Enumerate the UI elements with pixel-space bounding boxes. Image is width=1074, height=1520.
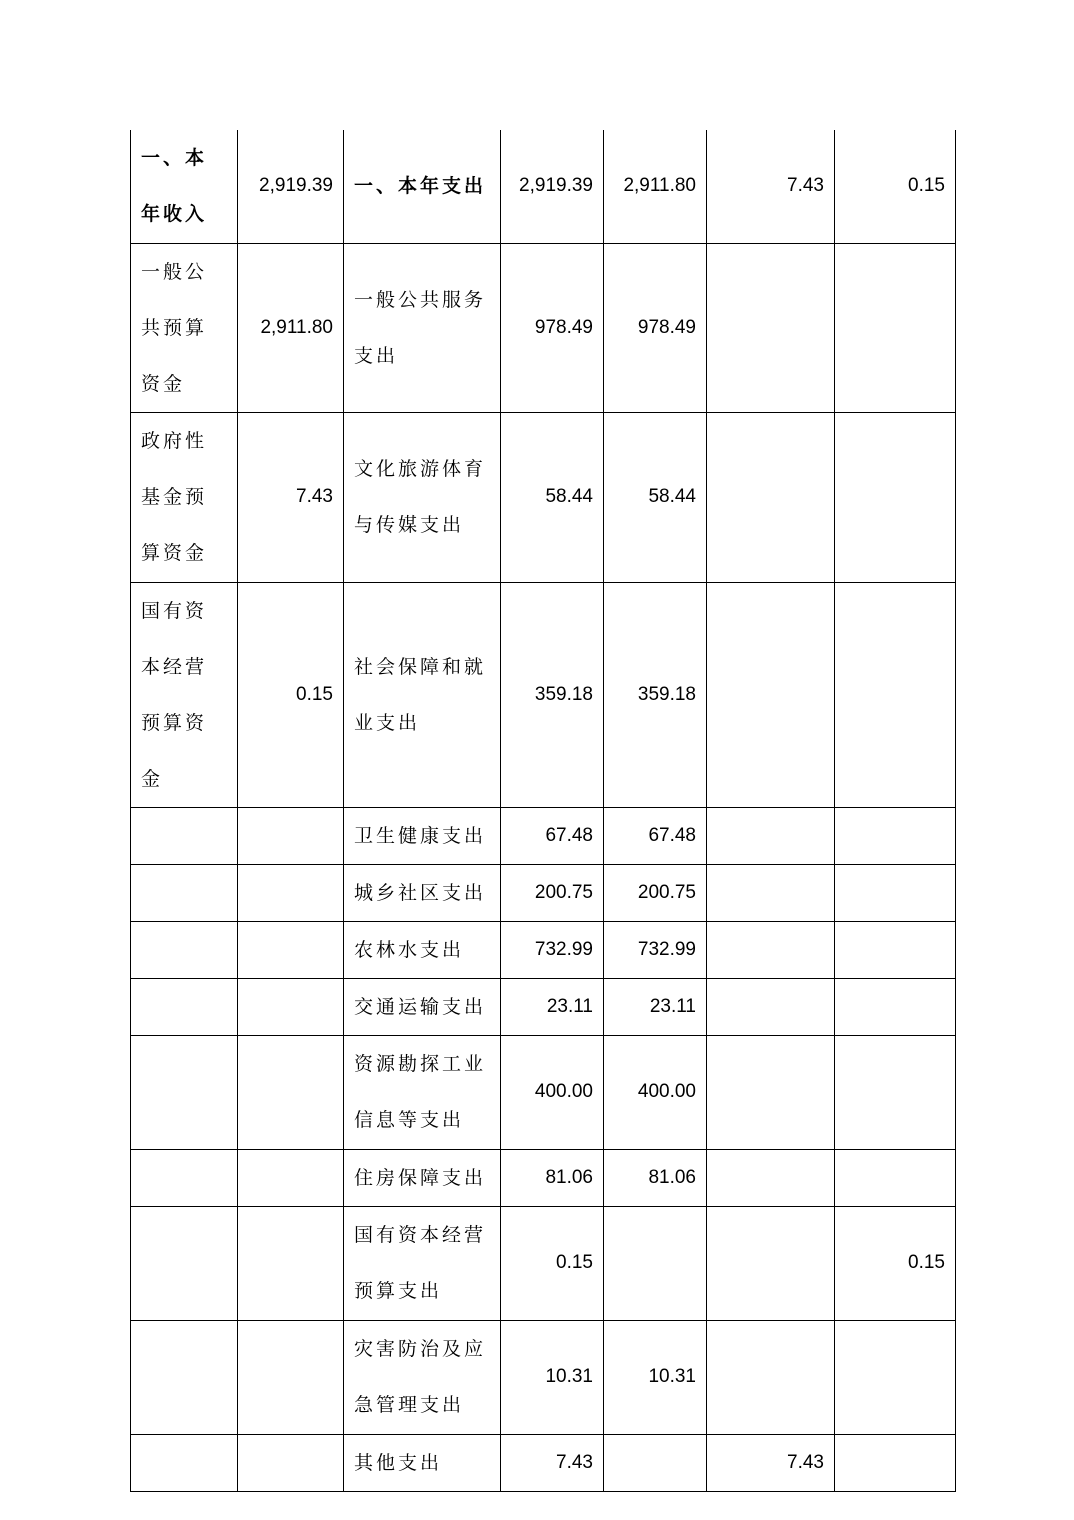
government-fund-budget-cell <box>707 921 835 978</box>
table-row <box>131 864 956 921</box>
government-fund-budget-cell <box>707 1320 835 1434</box>
table-row <box>131 807 956 864</box>
income-item-cell: 国有资本经营预算资金 <box>131 582 238 807</box>
total-cell: 7.43 <box>501 1434 604 1491</box>
income-amount-cell <box>238 807 344 864</box>
total-cell: 58.44 <box>501 412 604 582</box>
government-fund-budget-cell <box>707 1149 835 1206</box>
general-public-budget-cell: 359.18 <box>604 582 707 807</box>
general-public-budget-cell: 23.11 <box>604 978 707 1035</box>
income-item-cell <box>131 1320 238 1434</box>
state-capital-budget-cell <box>835 582 956 807</box>
government-fund-budget-cell <box>707 807 835 864</box>
general-public-budget-cell: 67.48 <box>604 807 707 864</box>
income-amount-cell: 2,911.80 <box>238 243 344 412</box>
income-amount-cell <box>238 1434 344 1491</box>
income-amount-cell: 7.43 <box>238 412 344 582</box>
government-fund-budget-cell <box>707 412 835 582</box>
total-cell: 732.99 <box>501 921 604 978</box>
income-amount-cell <box>238 921 344 978</box>
expense-item-cell: 国有资本经营预算支出 <box>344 1206 501 1320</box>
income-amount-cell <box>238 1149 344 1206</box>
total-cell: 10.31 <box>501 1320 604 1434</box>
income-item-cell: 一、本年收入 <box>131 130 238 243</box>
general-public-budget-cell: 10.31 <box>604 1320 707 1434</box>
state-capital-budget-cell: 0.15 <box>835 130 956 243</box>
expense-item-cell: 其他支出 <box>344 1434 501 1491</box>
income-item-cell <box>131 1149 238 1206</box>
state-capital-budget-cell <box>835 412 956 582</box>
state-capital-budget-cell: 0.15 <box>835 1206 956 1320</box>
total-cell: 2,919.39 <box>501 130 604 243</box>
table-row <box>131 243 956 412</box>
general-public-budget-cell: 2,911.80 <box>604 130 707 243</box>
state-capital-budget-cell <box>835 921 956 978</box>
income-item-cell <box>131 1035 238 1149</box>
state-capital-budget-cell <box>835 1035 956 1149</box>
general-public-budget-cell: 978.49 <box>604 243 707 412</box>
government-fund-budget-cell: 7.43 <box>707 130 835 243</box>
income-item-cell <box>131 921 238 978</box>
general-public-budget-cell: 732.99 <box>604 921 707 978</box>
table-row <box>131 582 956 807</box>
general-public-budget-cell: 200.75 <box>604 864 707 921</box>
expense-item-cell: 社会保障和就业支出 <box>344 582 501 807</box>
table-row <box>131 921 956 978</box>
expense-item-cell: 交通运输支出 <box>344 978 501 1035</box>
expense-item-cell: 卫生健康支出 <box>344 807 501 864</box>
expense-item-cell: 资源勘探工业信息等支出 <box>344 1035 501 1149</box>
total-cell: 23.11 <box>501 978 604 1035</box>
state-capital-budget-cell <box>835 1434 956 1491</box>
table-row <box>131 1434 956 1491</box>
government-fund-budget-cell <box>707 1206 835 1320</box>
expense-item-cell: 灾害防治及应急管理支出 <box>344 1320 501 1434</box>
income-item-cell <box>131 1434 238 1491</box>
total-cell: 0.15 <box>501 1206 604 1320</box>
expense-item-cell: 城乡社区支出 <box>344 864 501 921</box>
state-capital-budget-cell <box>835 978 956 1035</box>
expense-item-cell: 一、本年支出 <box>344 130 501 243</box>
income-item-cell: 政府性基金预算资金 <box>131 412 238 582</box>
table-row <box>131 1035 956 1149</box>
income-amount-cell <box>238 1320 344 1434</box>
income-item-cell <box>131 864 238 921</box>
state-capital-budget-cell <box>835 1320 956 1434</box>
general-public-budget-cell: 400.00 <box>604 1035 707 1149</box>
total-cell: 400.00 <box>501 1035 604 1149</box>
total-cell: 359.18 <box>501 582 604 807</box>
income-item-cell <box>131 1206 238 1320</box>
state-capital-budget-cell <box>835 1149 956 1206</box>
income-amount-cell <box>238 864 344 921</box>
income-item-cell: 一般公共预算资金 <box>131 243 238 412</box>
total-cell: 81.06 <box>501 1149 604 1206</box>
expense-item-cell: 文化旅游体育与传媒支出 <box>344 412 501 582</box>
total-cell: 67.48 <box>501 807 604 864</box>
expense-item-cell: 一般公共服务支出 <box>344 243 501 412</box>
government-fund-budget-cell <box>707 1035 835 1149</box>
budget-table <box>130 130 956 1492</box>
general-public-budget-cell: 58.44 <box>604 412 707 582</box>
table-row <box>131 1149 956 1206</box>
state-capital-budget-cell <box>835 864 956 921</box>
government-fund-budget-cell <box>707 864 835 921</box>
table-row <box>131 412 956 582</box>
government-fund-budget-cell <box>707 582 835 807</box>
government-fund-budget-cell <box>707 243 835 412</box>
table-row <box>131 978 956 1035</box>
government-fund-budget-cell: 7.43 <box>707 1434 835 1491</box>
expense-item-cell: 住房保障支出 <box>344 1149 501 1206</box>
income-amount-cell <box>238 1206 344 1320</box>
state-capital-budget-cell <box>835 243 956 412</box>
expense-item-cell: 农林水支出 <box>344 921 501 978</box>
total-cell: 200.75 <box>501 864 604 921</box>
general-public-budget-cell: 81.06 <box>604 1149 707 1206</box>
income-amount-cell: 2,919.39 <box>238 130 344 243</box>
general-public-budget-cell <box>604 1434 707 1491</box>
table-row <box>131 130 956 243</box>
total-cell: 978.49 <box>501 243 604 412</box>
general-public-budget-cell <box>604 1206 707 1320</box>
income-item-cell <box>131 807 238 864</box>
income-amount-cell <box>238 1035 344 1149</box>
income-amount-cell: 0.15 <box>238 582 344 807</box>
income-amount-cell <box>238 978 344 1035</box>
table-row <box>131 1206 956 1320</box>
government-fund-budget-cell <box>707 978 835 1035</box>
income-item-cell <box>131 978 238 1035</box>
table-row <box>131 1320 956 1434</box>
state-capital-budget-cell <box>835 807 956 864</box>
